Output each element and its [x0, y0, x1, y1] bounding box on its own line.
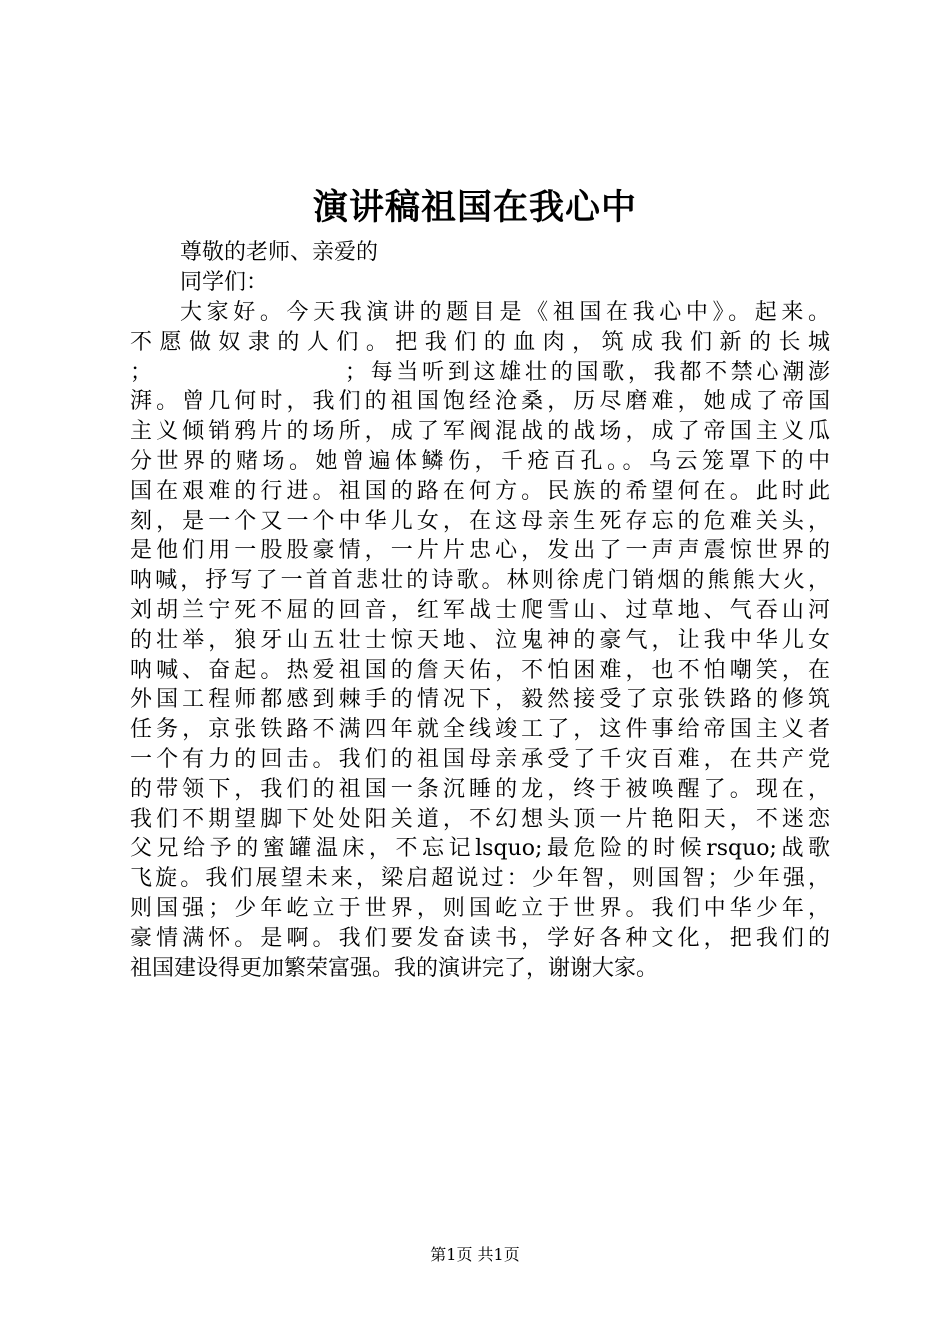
body-line: 分世界的赌场。她曾遍体鳞伤，千疮百孔。。乌云笼罩下的中 — [130, 448, 830, 474]
body-line: 豪情满怀。是啊。我们要发奋读书，学好各种文化，把我们的 — [130, 925, 830, 951]
salutation-line-2: 同学们： — [180, 270, 269, 295]
body-line: ； ；每当听到这雄壮的国歌，我都不禁心潮澎 — [130, 359, 830, 385]
body-line: 湃。曾几何时，我们的祖国饱经沧桑，历尽磨难，她成了帝国 — [130, 389, 830, 415]
document-title: 演讲稿祖国在我心中 — [312, 187, 637, 228]
body-line: 呐喊，抒写了一首首悲壮的诗歌。林则徐虎门销烟的熊熊大火， — [130, 568, 830, 594]
body-line: 不愿做奴隶的人们。把我们的血肉，筑成我们新的长城 — [130, 329, 830, 355]
body-line: 刘胡兰宁死不屈的回音，红军战士爬雪山、过草地、气吞山河 — [130, 597, 830, 623]
body-line: 刻，是一个又一个中华儿女，在这母亲生死存忘的危难关头， — [130, 508, 830, 534]
body-line-last: 祖国建设得更加繁荣富强。我的演讲完了，谢谢大家。 — [130, 955, 659, 981]
body-line: 任务，京张铁路不满四年就全线竣工了，这件事给帝国主义者 — [130, 717, 830, 743]
body-line: 则国强；少年屹立于世界，则国屹立于世界。我们中华少年， — [130, 895, 830, 921]
body-line: 我们不期望脚下处处阳关道，不幻想头顶一片艳阳天，不迷恋 — [130, 806, 830, 832]
salutation-line-1: 尊敬的老师、亲爱的 — [180, 240, 379, 265]
body-line: 主义倾销鸦片的场所，成了军阀混战的战场，成了帝国主义瓜 — [130, 419, 830, 445]
body-line: 的壮举，狼牙山五壮士惊天地、泣鬼神的豪气，让我中华儿女 — [130, 627, 830, 653]
body-line: 飞旋。我们展望未来，梁启超说过：少年智，则国智；少年强， — [130, 866, 830, 892]
speech-body — [130, 298, 830, 983]
body-line: 父兄给予的蜜罐温床，不忘记lsquo;最危险的时候rsquo;战歌 — [130, 836, 830, 862]
body-line: 呐喊、奋起。热爱祖国的詹天佑，不怕困难，也不怕嘲笑，在 — [130, 657, 830, 683]
page-footer: 第1页 共1页 — [430, 1245, 520, 1264]
body-line: 国在艰难的行进。祖国的路在何方。民族的希望何在。此时此 — [130, 478, 830, 504]
body-line: 的带领下，我们的祖国一条沉睡的龙，终于被唤醒了。现在， — [130, 776, 830, 802]
body-line: 一个有力的回击。我们的祖国母亲承受了千灾百难，在共产党 — [130, 746, 830, 772]
body-line: 大家好。今天我演讲的题目是《祖国在我心中》。起来。 — [180, 300, 830, 325]
body-line: 外国工程师都感到棘手的情况下，毅然接受了京张铁路的修筑 — [130, 687, 830, 713]
body-line: 是他们用一股股豪情，一片片忠心，发出了一声声震惊世界的 — [130, 538, 830, 564]
